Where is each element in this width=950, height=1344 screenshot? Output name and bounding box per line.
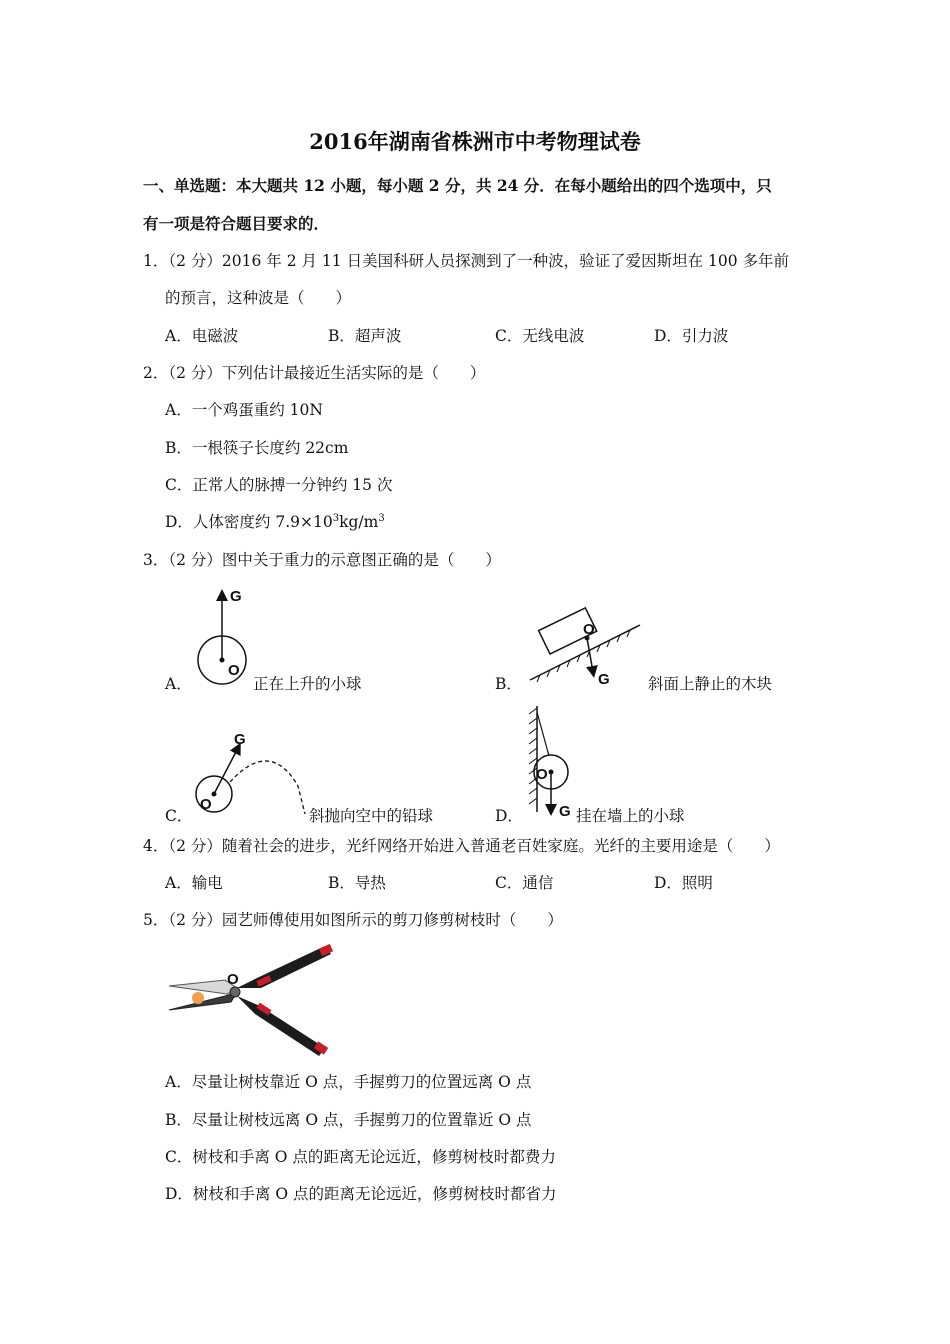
q2-option-b: B．一根筷子长度约 22cm bbox=[165, 439, 349, 457]
q3-option-d-caption: 挂在墙上的小球 bbox=[576, 807, 685, 825]
q3-option-d-letter: D． bbox=[495, 807, 523, 825]
q3-option-a-caption: 正在上升的小球 bbox=[253, 675, 362, 693]
q1-stem-line2: 的预言，这种波是（ ） bbox=[165, 289, 352, 307]
center-label: O bbox=[228, 662, 240, 679]
q5-stem: 5．（2 分）园艺师傅使用如图所示的剪刀修剪树枝时（ ） bbox=[143, 911, 563, 929]
q3-option-b-caption: 斜面上静止的木块 bbox=[648, 675, 773, 693]
gravity-label: G bbox=[234, 731, 246, 748]
center-label: O bbox=[536, 766, 548, 783]
q5-option-d: D．树枝和手离 O 点的距离无论远近，修剪树枝时都省力 bbox=[165, 1185, 557, 1203]
gravity-label: G bbox=[598, 671, 610, 688]
page-title: 2016年湖南省株洲市中考物理试卷 bbox=[309, 129, 641, 154]
center-label: O bbox=[200, 796, 212, 813]
center-label: O bbox=[583, 621, 595, 638]
q3-figure-d bbox=[525, 704, 580, 822]
q3-figure-b bbox=[525, 610, 650, 690]
q3-figure-c bbox=[190, 728, 315, 823]
q3-option-b-letter: B． bbox=[495, 675, 522, 693]
q1-option-a: A．电磁波 bbox=[165, 327, 239, 345]
gravity-label: G bbox=[230, 588, 242, 605]
q2-stem: 2．（2 分）下列估计最接近生活实际的是（ ） bbox=[143, 364, 486, 382]
q1-option-c: C．无线电波 bbox=[495, 327, 585, 345]
section-heading-line2: 有一项是符合题目要求的． bbox=[143, 214, 330, 233]
q5-option-c: C．树枝和手离 O 点的距离无论远近，修剪树枝时都费力 bbox=[165, 1148, 556, 1166]
q5-option-a: A．尽量让树枝靠近 O 点，手握剪刀的位置远离 O 点 bbox=[165, 1073, 532, 1091]
q5-shears-figure bbox=[165, 940, 340, 1060]
q4-option-c: C．通信 bbox=[495, 874, 554, 892]
q4-stem: 4．（2 分）随着社会的进步，光纤网络开始进入普通老百姓家庭。光纤的主要用途是（ ） bbox=[143, 837, 780, 855]
q1-stem-line1: 1．（2 分）2016 年 2 月 11 日美国科研人员探测到了一种波，验证了爱因斯坦在 100 多年前 bbox=[143, 252, 790, 270]
q2-option-c: C．正常人的脉搏一分钟约 15 次 bbox=[165, 476, 393, 494]
q4-option-b: B．导热 bbox=[328, 874, 386, 892]
q1-option-d: D．引力波 bbox=[654, 327, 729, 345]
pivot-label: O bbox=[227, 971, 239, 988]
q3-figure-a bbox=[190, 585, 260, 695]
q3-option-c-caption: 斜抛向空中的铅球 bbox=[309, 807, 434, 825]
q3-option-c-letter: C． bbox=[165, 807, 193, 825]
q5-option-b: B．尽量让树枝远离 O 点，手握剪刀的位置靠近 O 点 bbox=[165, 1111, 532, 1129]
section-heading-line1: 一、单选题：本大题共 12 小题，每小题 2 分，共 24 分．在每小题给出的四个选项中，只 bbox=[143, 176, 772, 195]
q2-option-d: D．人体密度约 $7.9\times 10^3kg/m^3$ bbox=[165, 512, 385, 531]
q3-option-a-letter: A． bbox=[165, 675, 192, 693]
q4-option-d: D．照明 bbox=[654, 874, 713, 892]
q2-option-a: A．一个鸡蛋重约 10N bbox=[165, 401, 323, 419]
q4-option-a: A．输电 bbox=[165, 874, 223, 892]
q3-stem: 3．（2 分）图中关于重力的示意图正确的是（ ） bbox=[143, 551, 501, 569]
q1-option-b: B．超声波 bbox=[328, 327, 402, 345]
gravity-label: G bbox=[559, 803, 571, 820]
